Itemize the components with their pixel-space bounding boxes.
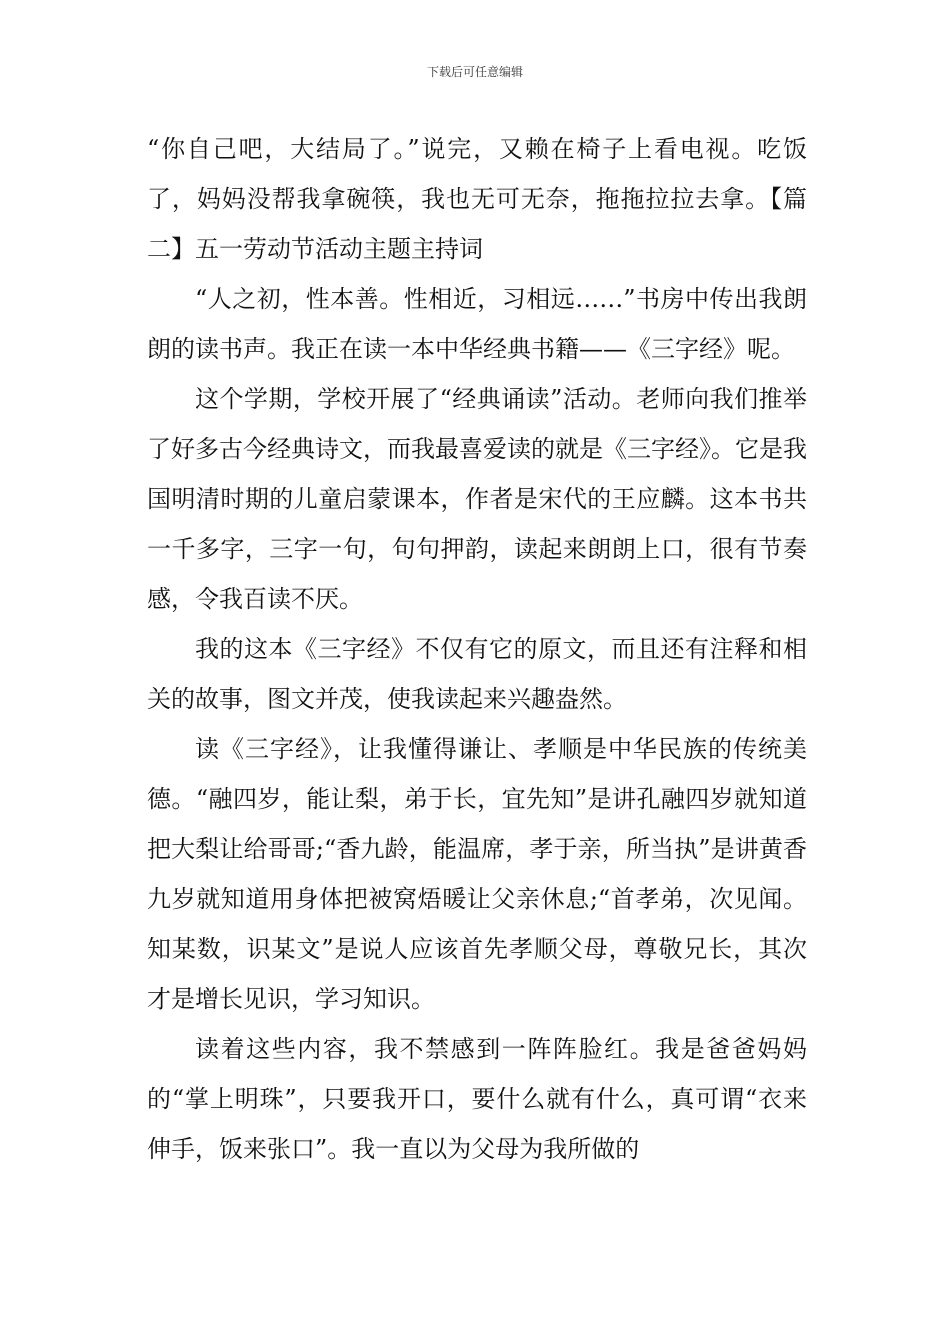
paragraph-5: 读《三字经》，让我懂得谦让、孝顺是中华民族的传统美德。“融四岁，能让梨，弟于长，宜先知”是讲孔融四岁就知道把大梨让给哥哥;“香九龄，能温席，孝于亲，所当执”是讲黄香九岁就知道用身体把被窝焐暖让父亲休息;“首孝弟，次见闻。知某数，识某文”是说人应该首先孝顺父母，尊敬兄长，其次才是增长见识，学习知识。 [147, 735, 807, 1013]
paragraph-1: “你自己吧，大结局了。”说完，又赖在椅子上看电视。吃饭了，妈妈没帮我拿碗筷，我也无可无奈，拖拖拉拉去拿。【篇二】五一劳动节活动主题主持词 [147, 135, 807, 263]
paragraph-2: “人之初，性本善。性相近，习相远……”书房中传出我朗朗的读书声。我正在读一本中华经典书籍——《三字经》呢。 [147, 285, 807, 363]
paragraph-3: 这个学期，学校开展了“经典诵读”活动。老师向我们推举了好多古今经典诗文，而我最喜爱读的就是《三字经》。它是我国明清时期的儿童启蒙课本，作者是宋代的王应麟。这本书共一千多字，三字一句，句句押韵，读起来朗朗上口，很有节奏感，令我百读不厌。 [147, 385, 807, 613]
document-body [147, 124, 807, 1174]
paragraph-6: 读着这些内容，我不禁感到一阵阵脸红。我是爸爸妈妈的“掌上明珠”，只要我开口，要什么就有什么，真可谓“衣来伸手，饭来张口”。我一直以为父母为我所做的 [147, 1035, 807, 1163]
paragraph-4: 我的这本《三字经》不仅有它的原文，而且还有注释和相关的故事，图文并茂，使我读起来兴趣盎然。 [147, 635, 807, 713]
page-header: 下载后可任意编辑 [426, 65, 523, 79]
